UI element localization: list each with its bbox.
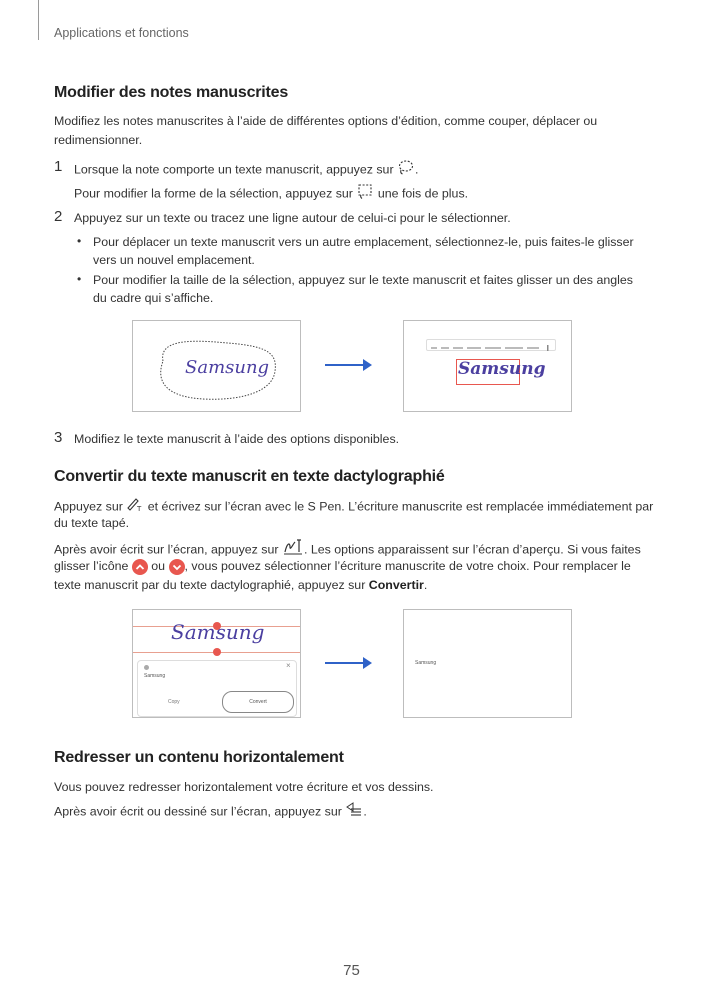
bullet-1-mark: • bbox=[77, 234, 82, 248]
intro-line-1: Modifiez les notes manuscrites à l’aide de différentes options d’édition, comme couper, déplacer ou bbox=[54, 114, 598, 128]
chevron-down-icon bbox=[169, 559, 185, 575]
convert-para-1-start: Appuyez sur bbox=[54, 499, 123, 514]
step-1-text-b bbox=[74, 183, 468, 205]
handwritten-word: Samsung bbox=[185, 357, 270, 378]
toolbar-options bbox=[427, 343, 555, 353]
step-1-text-b-start: Pour modifier la forme de la sélection, appuyez sur bbox=[74, 186, 353, 201]
bullet-1-line-2: vers un nouvel emplacement. bbox=[93, 253, 255, 267]
arrow-right-icon bbox=[325, 358, 373, 372]
bullet-2-mark: • bbox=[77, 272, 82, 286]
step-number-3: 3 bbox=[54, 429, 63, 446]
preview-text: Samsung bbox=[144, 673, 166, 679]
header-rule bbox=[38, 0, 39, 40]
step-1-text bbox=[74, 159, 419, 181]
illustration-lasso-selection bbox=[132, 320, 301, 412]
svg-text:T: T bbox=[137, 505, 142, 512]
close-icon: × bbox=[286, 661, 291, 670]
straighten-icon bbox=[345, 801, 363, 823]
step-1-text-b-end: une fois de plus. bbox=[377, 186, 469, 201]
converted-text: Samsung bbox=[415, 660, 437, 666]
section-title-convert: Convertir du texte manuscrit en texte dactylographié bbox=[54, 468, 445, 485]
drag-handle-bottom bbox=[213, 648, 221, 656]
step-1-text-a: Lorsque la note comporte un texte manuscrit, appuyez sur bbox=[74, 162, 394, 177]
illustration-convert-preview bbox=[132, 609, 301, 718]
arrow-right-icon bbox=[325, 656, 373, 670]
convert-para-2-c-end: . bbox=[423, 578, 428, 592]
edit-toolbar bbox=[426, 339, 556, 351]
section-title-edit: Modifier des notes manuscrites bbox=[54, 84, 289, 101]
handwriting-sample: Samsung bbox=[171, 620, 265, 644]
step-1-text-a-end: . bbox=[415, 162, 419, 177]
convert-para-2-line-2 bbox=[54, 557, 631, 576]
chevron-up-icon bbox=[132, 559, 148, 575]
bullet-1-line-1: Pour déplacer un texte manuscrit vers un autre emplacement, sélectionnez-le, puis faites-le glisser bbox=[93, 235, 634, 249]
convert-keyword: Convertir bbox=[368, 578, 424, 592]
step-number-2: 2 bbox=[54, 208, 63, 225]
step-2-text: Appuyez sur un texte ou tracez une ligne autour de celui-ci pour le sélectionner. bbox=[74, 211, 511, 225]
convert-button: Convert bbox=[222, 691, 294, 713]
preview-card bbox=[137, 660, 297, 717]
step-number-1: 1 bbox=[54, 158, 63, 175]
straighten-para-2-start: Après avoir écrit ou dessiné sur l’écran, appuyez sur bbox=[54, 804, 342, 819]
illustration-selection-toolbar bbox=[403, 320, 572, 412]
illustration-converted-text bbox=[403, 609, 572, 718]
convert-para-2-a-end: . Les options apparaissent sur l’écran d’aperçu. Si vous faites bbox=[303, 542, 641, 557]
straighten-para-1: Vous pouvez redresser horizontalement votre écriture et vos dessins. bbox=[54, 780, 434, 794]
convert-para-1 bbox=[54, 496, 653, 518]
preview-dot-icon bbox=[144, 665, 149, 670]
convert-para-1-end: et écrivez sur l’écran avec le S Pen. L’écriture manuscrite est remplacée immédiatement par bbox=[147, 499, 654, 514]
lasso-icon bbox=[356, 183, 374, 205]
convert-para-2-line-3 bbox=[54, 576, 427, 595]
copy-button: Copy bbox=[168, 699, 180, 705]
step-3-text: Modifiez le texte manuscrit à l’aide des options disponibles. bbox=[74, 432, 400, 446]
convert-para-2-b1: glisser l’icône bbox=[54, 559, 129, 573]
straighten-para-2-end: . bbox=[363, 804, 367, 819]
running-header: Applications et fonctions bbox=[54, 26, 189, 40]
lasso-icon bbox=[397, 159, 415, 181]
section-title-straighten: Redresser un contenu horizontalement bbox=[54, 749, 344, 766]
bullet-2-line-2: du cadre qui s’affiche. bbox=[93, 291, 214, 305]
straighten-para-2 bbox=[54, 801, 367, 823]
bullet-2-line-1: Pour modifier la taille de la sélection, appuyez sur le texte manuscrit et faites glisser un des angles bbox=[93, 273, 633, 287]
selected-handwriting: Samsung bbox=[458, 359, 546, 379]
convert-para-2-c: texte manuscrit par du texte dactylographié, appuyez sur bbox=[54, 578, 366, 592]
convert-para-2-a: Après avoir écrit sur l’écran, appuyez sur bbox=[54, 542, 279, 557]
convert-para-2-b2: ou bbox=[151, 559, 166, 573]
page-number: 75 bbox=[343, 962, 360, 979]
convert-para-2-b3: , vous pouvez sélectionner l’écriture manuscrite de votre choix. Pour remplacer le bbox=[184, 559, 631, 573]
convert-para-1-line-2: du texte tapé. bbox=[54, 516, 130, 530]
intro-line-2: redimensionner. bbox=[54, 133, 143, 147]
